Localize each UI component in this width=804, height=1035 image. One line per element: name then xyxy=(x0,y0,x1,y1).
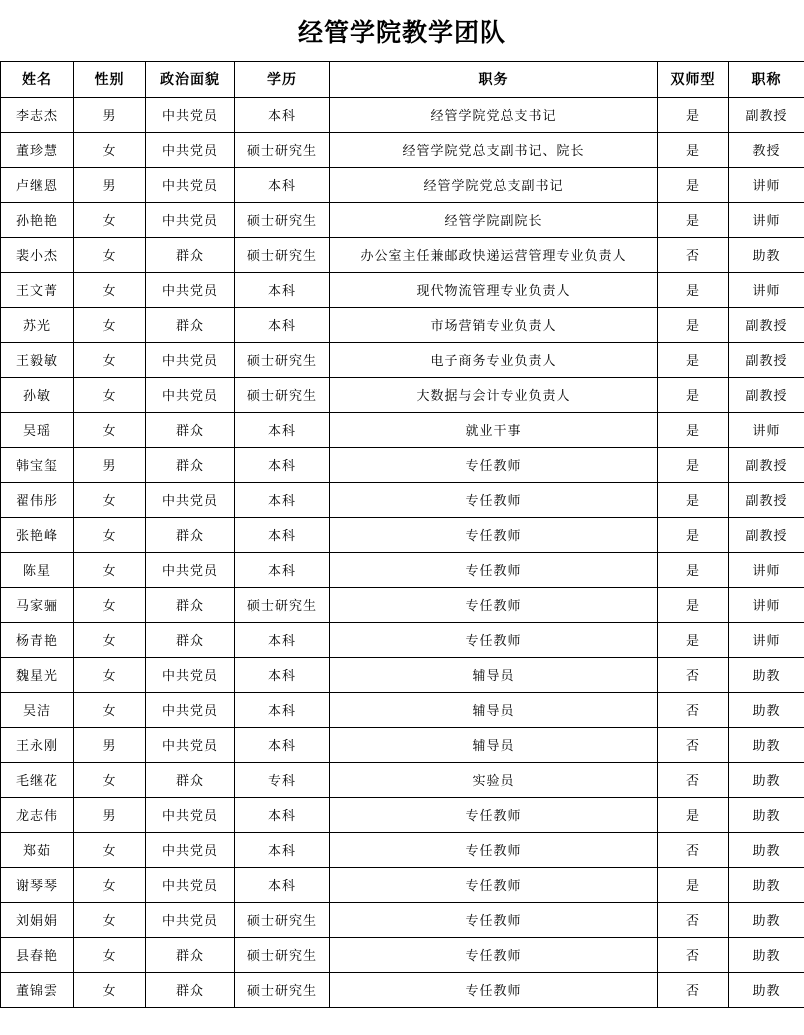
cell-professional-title: 助教 xyxy=(729,237,804,272)
cell-position: 辅导员 xyxy=(330,727,658,762)
cell-dual-qualified: 否 xyxy=(658,727,729,762)
cell-professional-title: 讲师 xyxy=(729,587,804,622)
cell-education: 本科 xyxy=(235,447,330,482)
cell-education: 本科 xyxy=(235,797,330,832)
table-body xyxy=(1,97,804,1007)
cell-professional-title: 副教授 xyxy=(729,97,804,132)
cell-name: 翟伟彤 xyxy=(1,482,74,517)
cell-name: 毛继花 xyxy=(1,762,74,797)
cell-dual-qualified: 是 xyxy=(658,377,729,412)
cell-name: 魏星光 xyxy=(1,657,74,692)
cell-gender: 女 xyxy=(74,412,146,447)
cell-gender: 女 xyxy=(74,272,146,307)
cell-education: 硕士研究生 xyxy=(235,902,330,937)
cell-education: 本科 xyxy=(235,727,330,762)
cell-gender: 男 xyxy=(74,97,146,132)
cell-gender: 女 xyxy=(74,587,146,622)
cell-dual-qualified: 否 xyxy=(658,972,729,1007)
cell-gender: 女 xyxy=(74,972,146,1007)
cell-position: 专任教师 xyxy=(330,937,658,972)
column-header-education: 学历 xyxy=(235,62,330,97)
cell-gender: 女 xyxy=(74,482,146,517)
cell-gender: 女 xyxy=(74,552,146,587)
table-row xyxy=(1,902,804,937)
cell-gender: 女 xyxy=(74,622,146,657)
cell-position: 经管学院副院长 xyxy=(330,202,658,237)
cell-dual-qualified: 是 xyxy=(658,622,729,657)
cell-dual-qualified: 是 xyxy=(658,447,729,482)
cell-education: 硕士研究生 xyxy=(235,132,330,167)
cell-professional-title: 讲师 xyxy=(729,552,804,587)
table-row xyxy=(1,552,804,587)
title-row xyxy=(0,0,804,62)
cell-political-status: 群众 xyxy=(146,972,235,1007)
cell-political-status: 群众 xyxy=(146,447,235,482)
table-row xyxy=(1,132,804,167)
cell-position: 专任教师 xyxy=(330,797,658,832)
cell-professional-title: 副教授 xyxy=(729,517,804,552)
cell-gender: 女 xyxy=(74,307,146,342)
cell-education: 专科 xyxy=(235,762,330,797)
cell-education: 硕士研究生 xyxy=(235,587,330,622)
cell-gender: 女 xyxy=(74,132,146,167)
table-row xyxy=(1,237,804,272)
cell-professional-title: 助教 xyxy=(729,972,804,1007)
cell-dual-qualified: 否 xyxy=(658,692,729,727)
cell-political-status: 中共党员 xyxy=(146,342,235,377)
cell-name: 谢琴琴 xyxy=(1,867,74,902)
cell-education: 本科 xyxy=(235,832,330,867)
cell-professional-title: 助教 xyxy=(729,832,804,867)
cell-name: 龙志伟 xyxy=(1,797,74,832)
cell-position: 经管学院党总支副书记 xyxy=(330,167,658,202)
cell-name: 董锦雲 xyxy=(1,972,74,1007)
cell-position: 专任教师 xyxy=(330,832,658,867)
cell-education: 本科 xyxy=(235,867,330,902)
cell-dual-qualified: 是 xyxy=(658,307,729,342)
cell-education: 本科 xyxy=(235,482,330,517)
table-row xyxy=(1,377,804,412)
cell-gender: 男 xyxy=(74,167,146,202)
cell-dual-qualified: 是 xyxy=(658,552,729,587)
cell-gender: 女 xyxy=(74,657,146,692)
cell-name: 韩宝玺 xyxy=(1,447,74,482)
cell-political-status: 中共党员 xyxy=(146,692,235,727)
table-row xyxy=(1,762,804,797)
cell-professional-title: 讲师 xyxy=(729,272,804,307)
cell-gender: 男 xyxy=(74,727,146,762)
cell-professional-title: 助教 xyxy=(729,797,804,832)
cell-dual-qualified: 是 xyxy=(658,867,729,902)
table-row xyxy=(1,272,804,307)
cell-political-status: 中共党员 xyxy=(146,552,235,587)
cell-gender: 女 xyxy=(74,517,146,552)
header-row xyxy=(1,62,804,97)
table-row xyxy=(1,167,804,202)
cell-political-status: 中共党员 xyxy=(146,202,235,237)
cell-gender: 女 xyxy=(74,342,146,377)
cell-name: 吴瑶 xyxy=(1,412,74,447)
column-header-political-status: 政治面貌 xyxy=(146,62,235,97)
cell-political-status: 中共党员 xyxy=(146,832,235,867)
cell-name: 孙敏 xyxy=(1,377,74,412)
cell-professional-title: 副教授 xyxy=(729,482,804,517)
cell-political-status: 群众 xyxy=(146,622,235,657)
table-row xyxy=(1,202,804,237)
cell-name: 王文菁 xyxy=(1,272,74,307)
cell-position: 办公室主任兼邮政快递运营管理专业负责人 xyxy=(330,237,658,272)
cell-position: 专任教师 xyxy=(330,622,658,657)
cell-education: 本科 xyxy=(235,167,330,202)
table-row xyxy=(1,587,804,622)
cell-name: 马家骊 xyxy=(1,587,74,622)
cell-position: 专任教师 xyxy=(330,552,658,587)
table-row xyxy=(1,482,804,517)
cell-position: 专任教师 xyxy=(330,587,658,622)
table-row xyxy=(1,797,804,832)
cell-political-status: 群众 xyxy=(146,237,235,272)
cell-name: 吴洁 xyxy=(1,692,74,727)
cell-professional-title: 助教 xyxy=(729,902,804,937)
cell-professional-title: 副教授 xyxy=(729,447,804,482)
table-row xyxy=(1,447,804,482)
table-row xyxy=(1,97,804,132)
cell-political-status: 中共党员 xyxy=(146,377,235,412)
table-row xyxy=(1,727,804,762)
column-header-position: 职务 xyxy=(330,62,658,97)
cell-education: 硕士研究生 xyxy=(235,202,330,237)
cell-professional-title: 副教授 xyxy=(729,342,804,377)
cell-professional-title: 助教 xyxy=(729,937,804,972)
column-header-name: 姓名 xyxy=(1,62,74,97)
cell-position: 专任教师 xyxy=(330,902,658,937)
cell-dual-qualified: 是 xyxy=(658,797,729,832)
cell-dual-qualified: 否 xyxy=(658,762,729,797)
cell-gender: 女 xyxy=(74,377,146,412)
cell-education: 硕士研究生 xyxy=(235,972,330,1007)
cell-dual-qualified: 否 xyxy=(658,902,729,937)
column-header-professional-title: 职称 xyxy=(729,62,804,97)
cell-dual-qualified: 否 xyxy=(658,237,729,272)
table-row xyxy=(1,832,804,867)
cell-political-status: 群众 xyxy=(146,517,235,552)
cell-professional-title: 助教 xyxy=(729,727,804,762)
table-row xyxy=(1,517,804,552)
cell-name: 张艳峰 xyxy=(1,517,74,552)
cell-dual-qualified: 否 xyxy=(658,657,729,692)
cell-position: 辅导员 xyxy=(330,657,658,692)
table-row xyxy=(1,937,804,972)
cell-position: 大数据与会计专业负责人 xyxy=(330,377,658,412)
cell-political-status: 中共党员 xyxy=(146,132,235,167)
cell-education: 硕士研究生 xyxy=(235,377,330,412)
cell-gender: 女 xyxy=(74,692,146,727)
cell-professional-title: 助教 xyxy=(729,692,804,727)
table-row xyxy=(1,622,804,657)
cell-education: 本科 xyxy=(235,307,330,342)
table-row xyxy=(1,692,804,727)
cell-education: 硕士研究生 xyxy=(235,237,330,272)
cell-political-status: 中共党员 xyxy=(146,167,235,202)
cell-position: 实验员 xyxy=(330,762,658,797)
cell-political-status: 中共党员 xyxy=(146,272,235,307)
cell-name: 孙艳艳 xyxy=(1,202,74,237)
cell-political-status: 中共党员 xyxy=(146,482,235,517)
cell-gender: 女 xyxy=(74,762,146,797)
cell-education: 本科 xyxy=(235,272,330,307)
cell-political-status: 中共党员 xyxy=(146,727,235,762)
cell-political-status: 中共党员 xyxy=(146,657,235,692)
cell-gender: 男 xyxy=(74,447,146,482)
cell-name: 郑茹 xyxy=(1,832,74,867)
cell-political-status: 中共党员 xyxy=(146,902,235,937)
cell-name: 苏光 xyxy=(1,307,74,342)
cell-dual-qualified: 否 xyxy=(658,937,729,972)
column-header-dual-qualified: 双师型 xyxy=(658,62,729,97)
cell-dual-qualified: 否 xyxy=(658,832,729,867)
cell-name: 王毅敏 xyxy=(1,342,74,377)
cell-professional-title: 助教 xyxy=(729,867,804,902)
cell-name: 董珍慧 xyxy=(1,132,74,167)
cell-professional-title: 副教授 xyxy=(729,377,804,412)
table-row xyxy=(1,412,804,447)
cell-name: 卢继恩 xyxy=(1,167,74,202)
cell-position: 电子商务专业负责人 xyxy=(330,342,658,377)
cell-education: 硕士研究生 xyxy=(235,937,330,972)
cell-professional-title: 副教授 xyxy=(729,307,804,342)
cell-dual-qualified: 是 xyxy=(658,97,729,132)
cell-name: 刘娟娟 xyxy=(1,902,74,937)
cell-name: 李志杰 xyxy=(1,97,74,132)
cell-political-status: 群众 xyxy=(146,762,235,797)
cell-professional-title: 讲师 xyxy=(729,622,804,657)
cell-professional-title: 讲师 xyxy=(729,412,804,447)
cell-position: 专任教师 xyxy=(330,447,658,482)
cell-education: 本科 xyxy=(235,692,330,727)
cell-political-status: 群众 xyxy=(146,937,235,972)
column-header-gender: 性别 xyxy=(74,62,146,97)
table-row xyxy=(1,657,804,692)
table-row xyxy=(1,867,804,902)
cell-education: 本科 xyxy=(235,412,330,447)
cell-education: 本科 xyxy=(235,517,330,552)
cell-gender: 女 xyxy=(74,902,146,937)
cell-position: 专任教师 xyxy=(330,972,658,1007)
cell-political-status: 群众 xyxy=(146,412,235,447)
cell-dual-qualified: 是 xyxy=(658,132,729,167)
cell-position: 经管学院党总支副书记、院长 xyxy=(330,132,658,167)
cell-dual-qualified: 是 xyxy=(658,202,729,237)
cell-dual-qualified: 是 xyxy=(658,272,729,307)
cell-dual-qualified: 是 xyxy=(658,342,729,377)
cell-political-status: 中共党员 xyxy=(146,97,235,132)
cell-professional-title: 教授 xyxy=(729,132,804,167)
cell-professional-title: 讲师 xyxy=(729,167,804,202)
page-title: 经管学院教学团队 xyxy=(297,17,506,47)
cell-name: 裴小杰 xyxy=(1,237,74,272)
cell-position: 辅导员 xyxy=(330,692,658,727)
cell-gender: 女 xyxy=(74,937,146,972)
cell-gender: 女 xyxy=(74,202,146,237)
cell-education: 硕士研究生 xyxy=(235,342,330,377)
cell-gender: 女 xyxy=(74,832,146,867)
cell-professional-title: 讲师 xyxy=(729,202,804,237)
cell-position: 现代物流管理专业负责人 xyxy=(330,272,658,307)
cell-position: 专任教师 xyxy=(330,867,658,902)
table-row xyxy=(1,307,804,342)
cell-dual-qualified: 是 xyxy=(658,587,729,622)
cell-dual-qualified: 是 xyxy=(658,482,729,517)
cell-political-status: 群众 xyxy=(146,587,235,622)
cell-gender: 男 xyxy=(74,797,146,832)
cell-gender: 女 xyxy=(74,237,146,272)
cell-position: 市场营销专业负责人 xyxy=(330,307,658,342)
cell-dual-qualified: 是 xyxy=(658,412,729,447)
cell-position: 专任教师 xyxy=(330,482,658,517)
cell-political-status: 群众 xyxy=(146,307,235,342)
cell-political-status: 中共党员 xyxy=(146,867,235,902)
cell-position: 专任教师 xyxy=(330,517,658,552)
team-table xyxy=(0,62,804,1008)
table-row xyxy=(1,972,804,1007)
cell-position: 就业干事 xyxy=(330,412,658,447)
cell-education: 本科 xyxy=(235,657,330,692)
cell-education: 本科 xyxy=(235,552,330,587)
cell-professional-title: 助教 xyxy=(729,657,804,692)
table-row xyxy=(1,342,804,377)
cell-name: 陈星 xyxy=(1,552,74,587)
cell-political-status: 中共党员 xyxy=(146,797,235,832)
cell-professional-title: 助教 xyxy=(729,762,804,797)
cell-position: 经管学院党总支书记 xyxy=(330,97,658,132)
cell-name: 县春艳 xyxy=(1,937,74,972)
cell-education: 本科 xyxy=(235,622,330,657)
cell-gender: 女 xyxy=(74,867,146,902)
cell-dual-qualified: 是 xyxy=(658,167,729,202)
cell-name: 杨青艳 xyxy=(1,622,74,657)
cell-education: 本科 xyxy=(235,97,330,132)
cell-dual-qualified: 是 xyxy=(658,517,729,552)
cell-name: 王永刚 xyxy=(1,727,74,762)
